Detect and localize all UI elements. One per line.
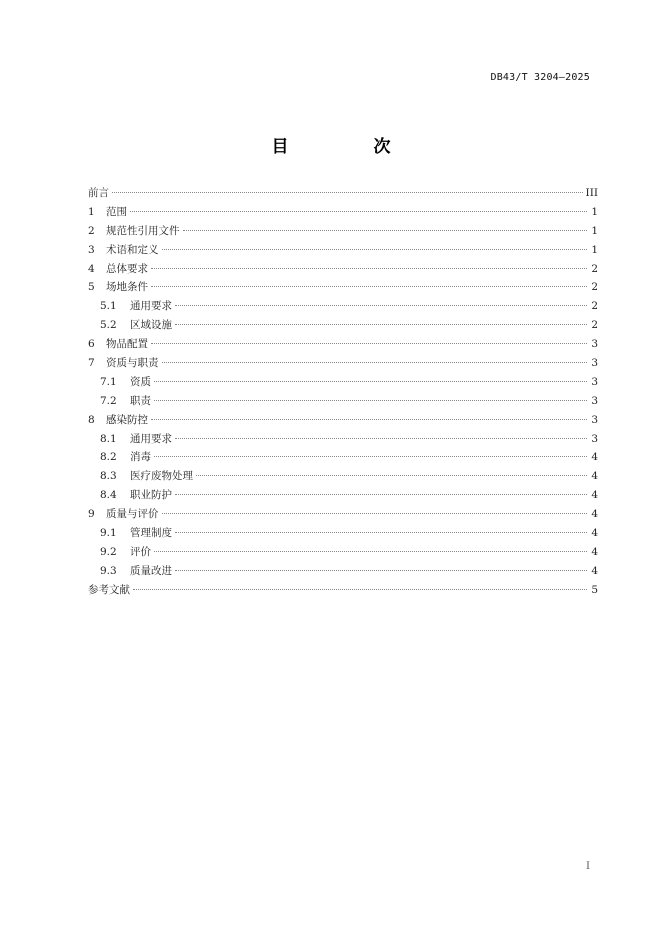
toc-entry-number: 2 xyxy=(88,224,95,237)
toc-entry-page: 3 xyxy=(591,375,598,388)
toc-entry-number: 9.3 xyxy=(100,564,117,577)
toc-entry-page: 4 xyxy=(591,489,598,502)
toc-entry-page: 1 xyxy=(591,243,598,256)
toc-entry[interactable] xyxy=(88,373,598,392)
toc-entry-number: 7.2 xyxy=(100,394,117,407)
dot-leader xyxy=(151,268,587,269)
toc-list xyxy=(88,184,598,600)
dot-leader xyxy=(154,381,587,382)
dot-leader xyxy=(162,362,588,363)
toc-entry-label: 范围 xyxy=(106,205,127,218)
document-code: DB43/T 3204—2025 xyxy=(490,72,590,83)
toc-entry-number: 8.2 xyxy=(100,451,117,464)
toc-entry-page: 3 xyxy=(591,413,598,426)
toc-entry-label: 感染防控 xyxy=(106,413,148,426)
toc-entry-number: 5.1 xyxy=(100,300,117,313)
dot-leader xyxy=(130,211,587,212)
toc-entry-page: 4 xyxy=(591,545,598,558)
toc-entry-number: 8.4 xyxy=(100,489,117,502)
toc-entry[interactable] xyxy=(88,392,598,411)
toc-entry-page: 4 xyxy=(591,451,598,464)
toc-entry[interactable] xyxy=(88,260,598,279)
toc-entry-label: 区域设施 xyxy=(130,319,172,332)
toc-entry-page: 2 xyxy=(591,262,598,275)
dot-leader xyxy=(175,438,587,439)
toc-entry-number: 7 xyxy=(88,357,95,370)
toc-entry[interactable] xyxy=(88,411,598,430)
toc-entry-number: 6 xyxy=(88,338,95,351)
toc-entry[interactable] xyxy=(88,430,598,449)
toc-entry[interactable] xyxy=(88,354,598,373)
toc-entry[interactable] xyxy=(88,184,598,203)
toc-entry-label: 评价 xyxy=(130,545,151,558)
dot-leader xyxy=(133,589,587,590)
toc-entry[interactable] xyxy=(88,562,598,581)
toc-entry-number: 7.1 xyxy=(100,375,117,388)
toc-entry-page: 4 xyxy=(591,564,598,577)
dot-leader xyxy=(154,551,587,552)
toc-entry-page: 2 xyxy=(591,319,598,332)
toc-entry[interactable] xyxy=(88,297,598,316)
toc-entry[interactable] xyxy=(88,543,598,562)
toc-entry[interactable] xyxy=(88,448,598,467)
toc-entry-label: 质量改进 xyxy=(130,564,172,577)
toc-entry[interactable] xyxy=(88,222,598,241)
toc-entry[interactable] xyxy=(88,278,598,297)
toc-entry-label: 场地条件 xyxy=(106,281,148,294)
toc-entry[interactable] xyxy=(88,581,598,600)
toc-entry-number: 5 xyxy=(88,281,95,294)
toc-entry[interactable] xyxy=(88,335,598,354)
toc-entry-number: 8 xyxy=(88,413,95,426)
page-title: 目 次 xyxy=(271,137,425,157)
toc-entry-page: 1 xyxy=(591,224,598,237)
toc-entry-page: 3 xyxy=(591,394,598,407)
dot-leader xyxy=(151,343,587,344)
toc-entry-number: 5.2 xyxy=(100,319,117,332)
dot-leader xyxy=(154,456,587,457)
toc-entry[interactable] xyxy=(88,524,598,543)
dot-leader xyxy=(175,494,587,495)
page-number: I xyxy=(586,861,590,872)
toc-entry-label: 通用要求 xyxy=(130,432,172,445)
toc-entry-number: 4 xyxy=(88,262,95,275)
toc-entry[interactable] xyxy=(88,467,598,486)
toc-entry-label: 医疗废物处理 xyxy=(130,470,193,483)
dot-leader xyxy=(175,570,587,571)
toc-entry[interactable] xyxy=(88,316,598,335)
dot-leader xyxy=(175,305,587,306)
toc-entry-label: 管理制度 xyxy=(130,527,172,540)
toc-entry[interactable] xyxy=(88,505,598,524)
table-of-contents xyxy=(88,184,598,600)
toc-entry-page: 3 xyxy=(591,432,598,445)
toc-entry-label: 通用要求 xyxy=(130,300,172,313)
toc-entry-page: 2 xyxy=(591,300,598,313)
toc-entry-page: 1 xyxy=(591,205,598,218)
toc-entry[interactable] xyxy=(88,486,598,505)
toc-entry-label: 资质 xyxy=(130,375,151,388)
toc-entry-number: 8.1 xyxy=(100,432,117,445)
toc-entry-label: 职责 xyxy=(130,394,151,407)
toc-entry-label: 总体要求 xyxy=(106,262,148,275)
toc-entry[interactable] xyxy=(88,241,598,260)
dot-leader xyxy=(151,286,587,287)
toc-entry-label: 资质与职责 xyxy=(106,357,159,370)
dot-leader xyxy=(175,324,587,325)
dot-leader xyxy=(151,419,587,420)
dot-leader xyxy=(175,532,587,533)
dot-leader xyxy=(162,249,588,250)
dot-leader xyxy=(183,230,588,231)
dot-leader xyxy=(162,513,588,514)
dot-leader xyxy=(196,475,587,476)
toc-entry-page: 4 xyxy=(591,527,598,540)
toc-entry-page: 5 xyxy=(591,583,598,596)
toc-entry-number: 3 xyxy=(88,243,95,256)
toc-entry-label: 前言 xyxy=(88,187,109,199)
dot-leader xyxy=(112,192,583,193)
toc-entry-number: 9 xyxy=(88,508,95,521)
toc-entry-label: 规范性引用文件 xyxy=(106,224,180,237)
toc-entry-page: 3 xyxy=(591,338,598,351)
toc-entry-label: 消毒 xyxy=(130,451,151,464)
toc-entry-page: 4 xyxy=(591,508,598,521)
toc-entry-label: 参考文献 xyxy=(88,583,130,596)
toc-entry-number: 9.2 xyxy=(100,545,117,558)
toc-entry[interactable] xyxy=(88,203,598,222)
toc-entry-page: 2 xyxy=(591,281,598,294)
dot-leader xyxy=(154,400,587,401)
toc-entry-number: 1 xyxy=(88,205,95,218)
toc-entry-page: 3 xyxy=(591,357,598,370)
toc-entry-label: 术语和定义 xyxy=(106,243,159,256)
toc-entry-number: 9.1 xyxy=(100,527,117,540)
toc-entry-page: III xyxy=(585,187,598,199)
toc-entry-label: 质量与评价 xyxy=(106,508,159,521)
toc-entry-label: 职业防护 xyxy=(130,489,172,502)
toc-entry-page: 4 xyxy=(591,470,598,483)
toc-entry-label: 物品配置 xyxy=(106,338,148,351)
toc-entry-number: 8.3 xyxy=(100,470,117,483)
